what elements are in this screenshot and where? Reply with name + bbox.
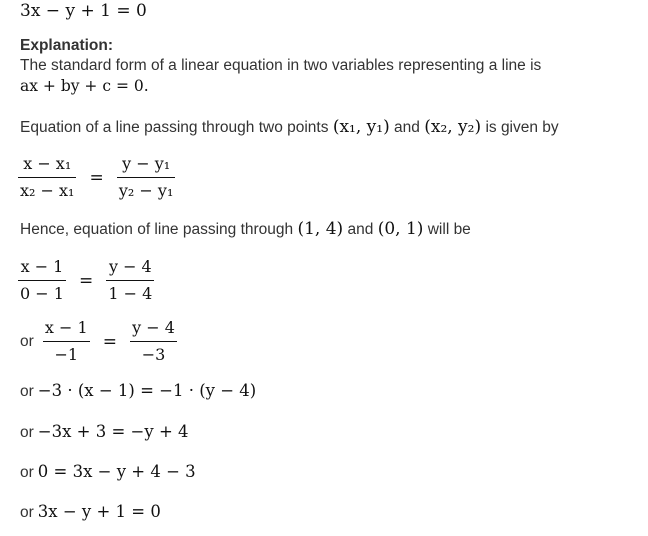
fraction-denominator: x₂ − x₁: [20, 181, 75, 200]
step-five-line: [20, 461, 196, 484]
fraction-numerator: y − y₁: [122, 154, 171, 173]
two-point-paragraph: [20, 117, 559, 138]
step-four-line: [20, 421, 189, 444]
points-text-b: will be: [427, 221, 471, 238]
or-label: or: [20, 423, 34, 441]
step-one-lhs-fraction: [18, 257, 66, 304]
fraction-numerator: y − 4: [132, 318, 175, 337]
step-six-equation: 3x − y + 1 = 0: [37, 502, 161, 521]
point-a: (1, 4): [297, 219, 344, 239]
step-two-rhs-fraction: [130, 318, 177, 365]
two-point-lhs-fraction: [18, 154, 76, 201]
step-two-equation: [20, 318, 177, 365]
point-two: (x₂, y₂): [424, 117, 482, 137]
standard-form-paragraph: The standard form of a linear equation in two variables representing a line is: [20, 57, 542, 74]
two-point-text-a: Equation of a line passing through two points: [20, 119, 329, 136]
step-six-line: [20, 501, 161, 524]
or-label: or: [20, 463, 34, 481]
fraction-numerator: y − 4: [108, 257, 152, 276]
step-four-equation: −3x + 3 = −y + 4: [37, 422, 189, 441]
fraction-numerator: x − x₁: [23, 154, 72, 173]
step-two-lhs-fraction: [43, 318, 90, 365]
points-paragraph: [20, 219, 471, 240]
two-point-form-equation: [18, 154, 175, 201]
points-text-a: Hence, equation of line passing through: [20, 221, 294, 238]
two-point-text-and: and: [394, 119, 420, 136]
fraction-denominator: −1: [54, 345, 79, 364]
equals-sign: =: [89, 167, 104, 188]
standard-form-equation: ax + by + c = 0.: [20, 77, 149, 95]
fraction-denominator: y₂ − y₁: [118, 181, 174, 200]
or-label: or: [20, 332, 34, 350]
or-label: or: [20, 382, 34, 400]
step-three-line: [20, 380, 256, 403]
point-one: (x₁, y₁): [332, 117, 390, 137]
two-point-text-b: is given by: [485, 119, 559, 136]
explanation-title: Explanation:: [20, 37, 114, 54]
point-b: (0, 1): [377, 219, 424, 239]
fraction-numerator: x − 1: [44, 318, 88, 337]
fraction-denominator: 0 − 1: [20, 284, 64, 303]
two-point-rhs-fraction: [117, 154, 175, 201]
fraction-numerator: x − 1: [20, 257, 64, 276]
step-five-equation: 0 = 3x − y + 4 − 3: [37, 462, 196, 481]
step-one-rhs-fraction: [106, 257, 154, 304]
or-label: or: [20, 503, 34, 521]
points-text-and: and: [347, 221, 374, 238]
step-one-equation: [18, 257, 154, 304]
fraction-denominator: −3: [141, 345, 166, 364]
equals-sign: =: [102, 331, 118, 352]
fraction-denominator: 1 − 4: [108, 284, 153, 303]
equals-sign: =: [79, 270, 94, 291]
top-equation: 3x − y + 1 = 0: [20, 1, 147, 21]
step-three-equation: −3 · (x − 1) = −1 · (y − 4): [37, 381, 257, 400]
